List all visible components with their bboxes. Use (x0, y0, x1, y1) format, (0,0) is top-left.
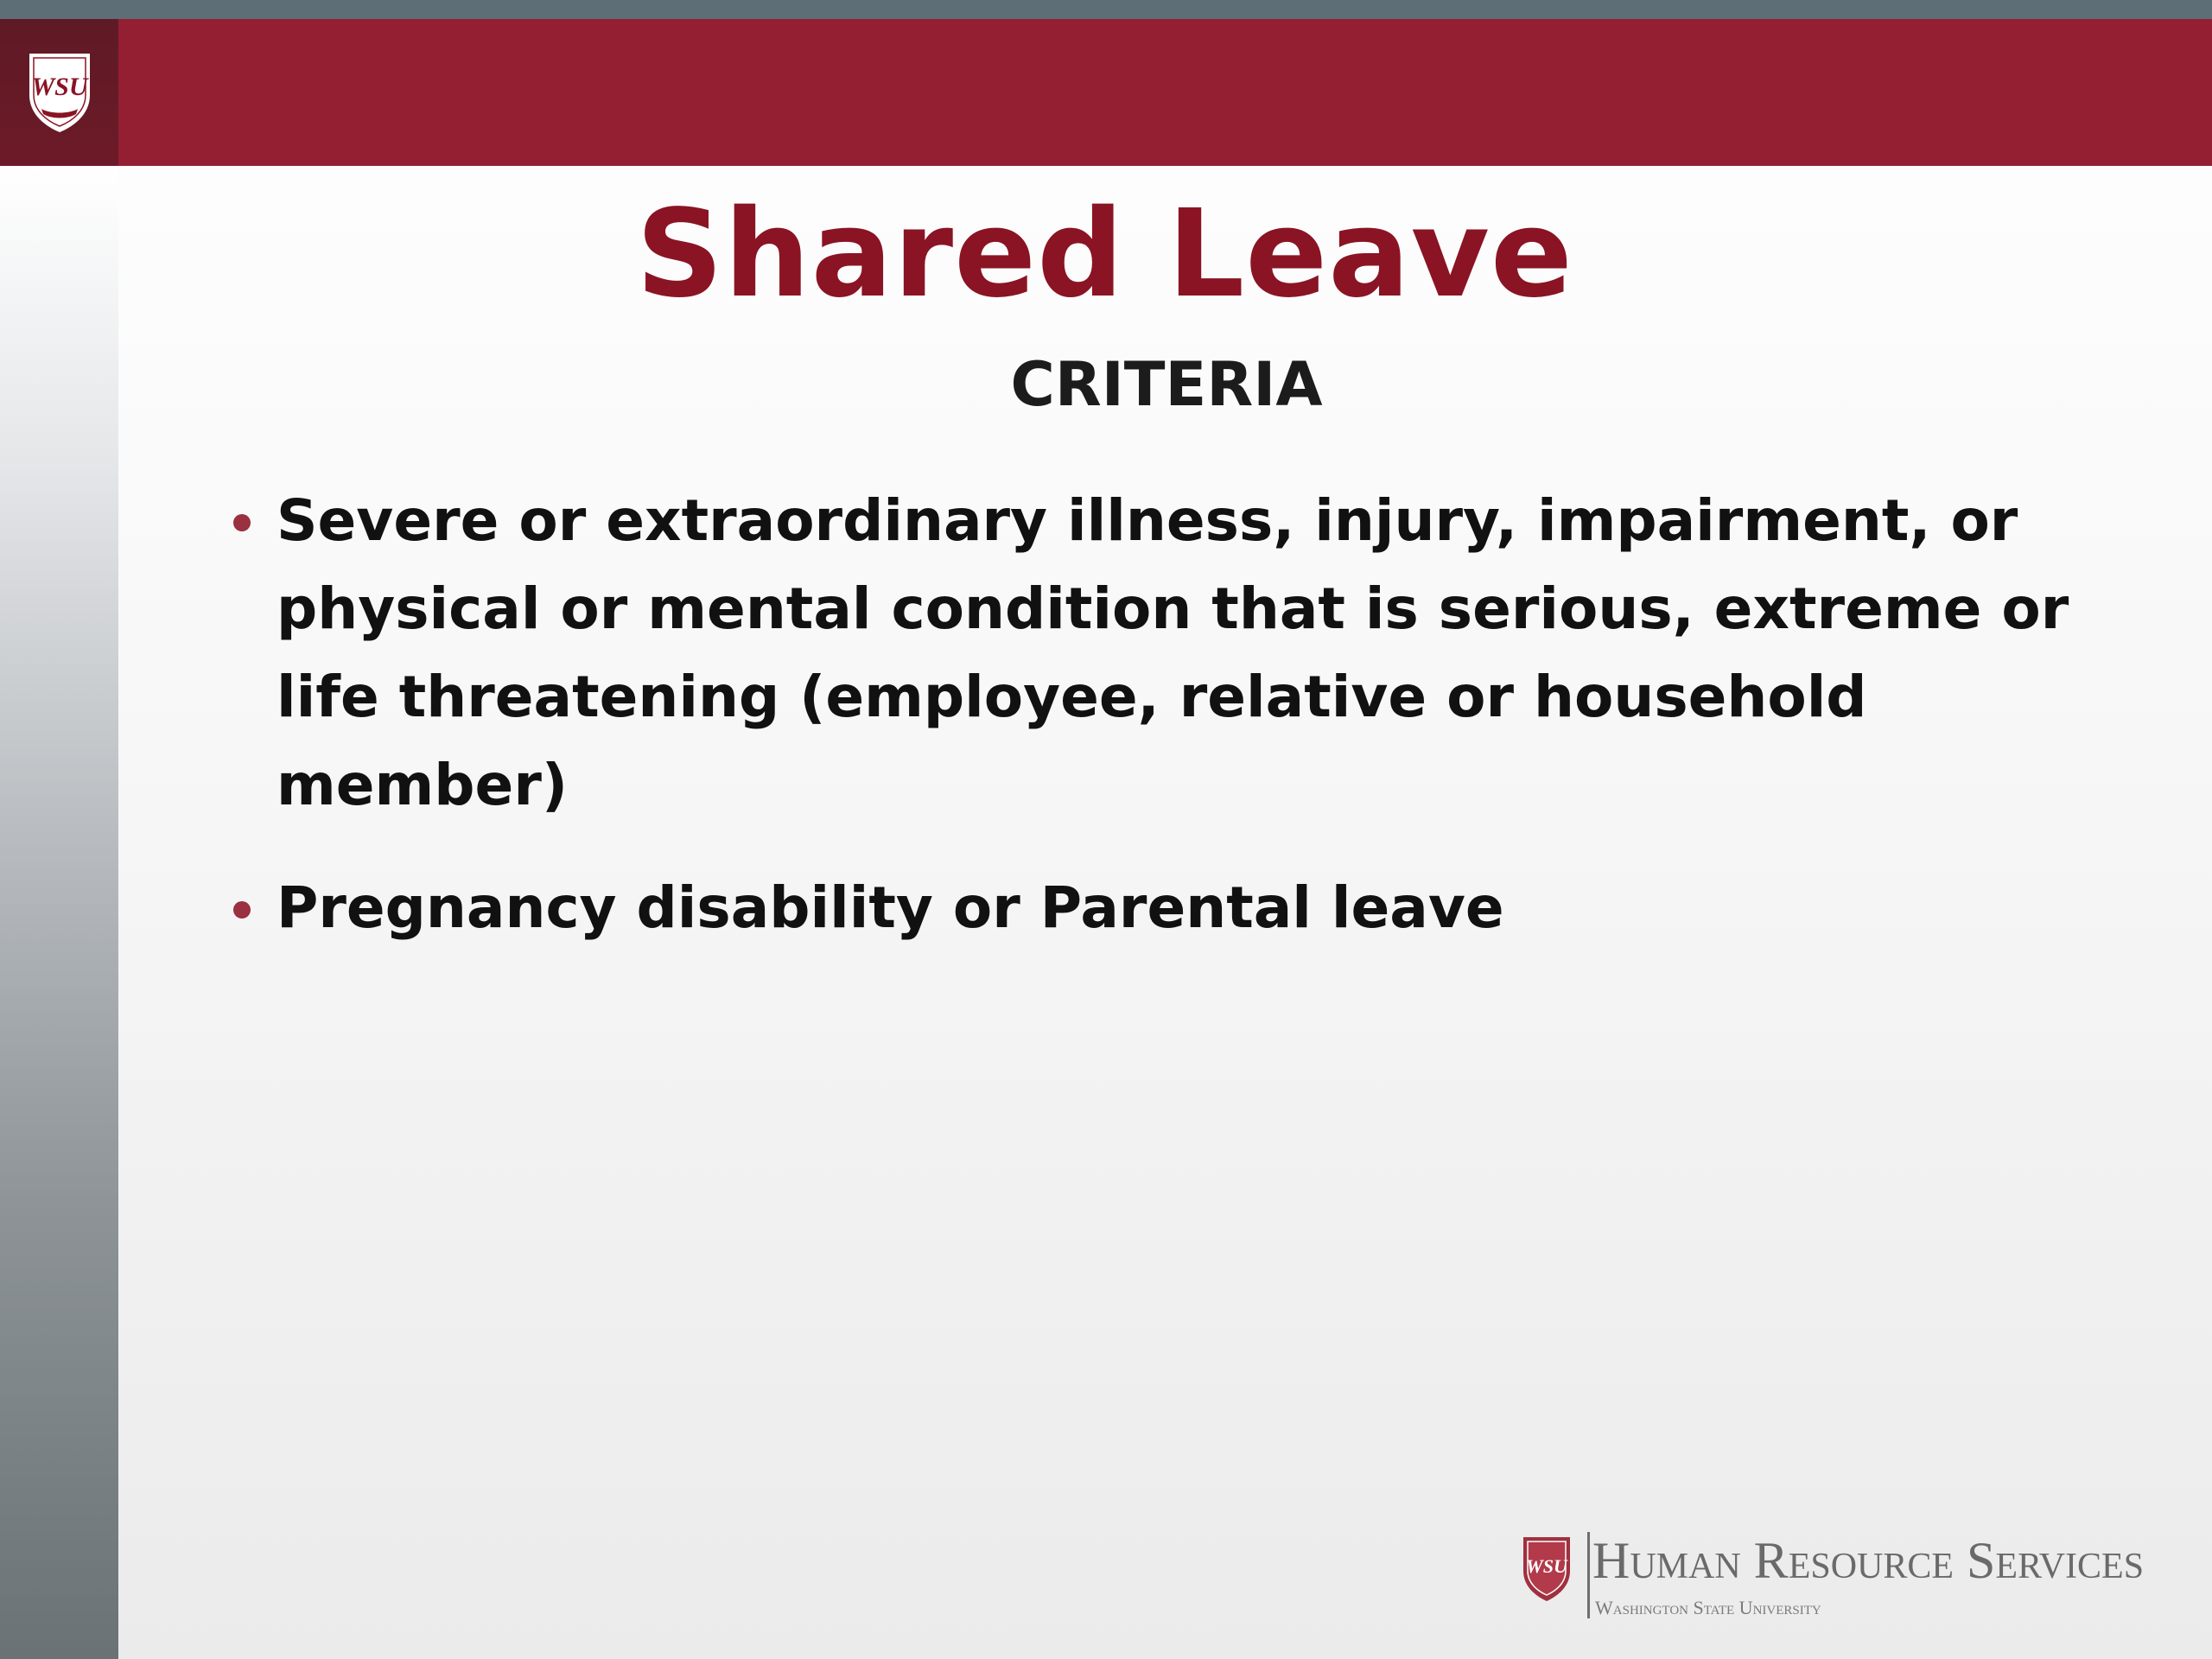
list-item (229, 864, 2095, 952)
svg-text:WSU: WSU (1526, 1555, 1567, 1577)
header-band (0, 19, 2212, 166)
slide-title: Shared Leave (636, 184, 1573, 325)
left-gradient-bar (0, 166, 118, 1659)
footer-institution: Washington State University (1595, 1597, 1821, 1618)
wsu-shield-icon (26, 50, 93, 135)
footer-divider (1587, 1532, 1590, 1618)
list-item-text: Severe or extraordinary illness, injury, impairment, or physical or mental condition that is serious, extreme or life threatening (employee, relative or household member) (276, 487, 2069, 818)
top-gray-strip (0, 0, 2212, 19)
footer-branding (1516, 1528, 2145, 1623)
wsu-shield-icon (1521, 1535, 1573, 1604)
header-logo-block (0, 19, 118, 166)
slide-subtitle: CRITERIA (1010, 349, 1323, 420)
list-item (229, 477, 2095, 830)
bullet-dot-icon (233, 514, 251, 531)
svg-text:WSU: WSU (30, 73, 88, 101)
criteria-list (229, 477, 2095, 987)
bullet-dot-icon (233, 901, 251, 918)
footer-department: Human Resource Services (1592, 1532, 2145, 1589)
list-item-text: Pregnancy disability or Parental leave (276, 874, 1504, 941)
